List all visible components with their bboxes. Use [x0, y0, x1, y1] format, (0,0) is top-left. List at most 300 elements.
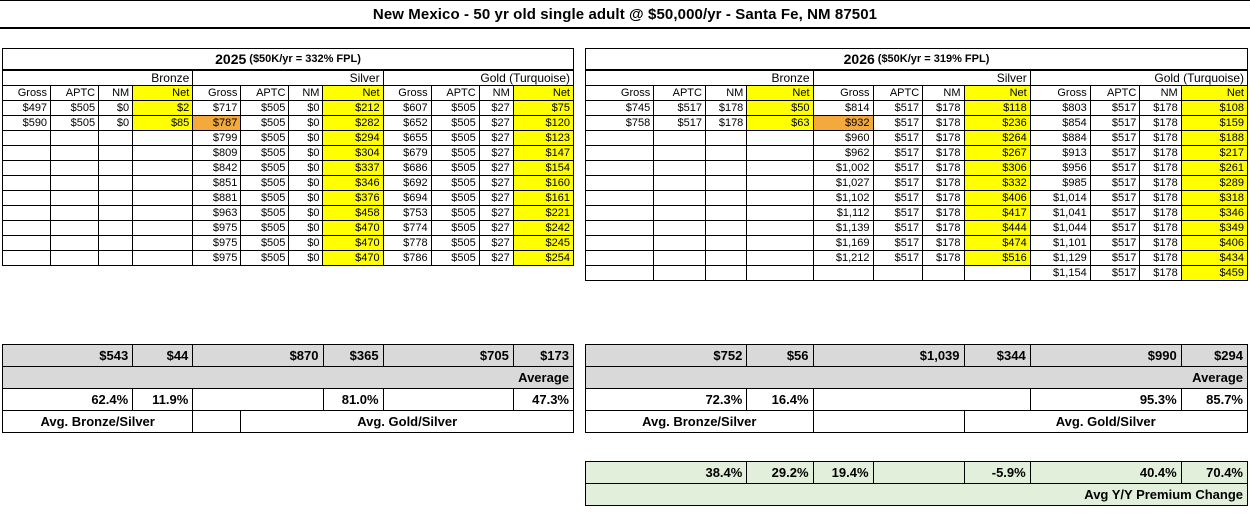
cell-bronze-aptc-2026: $517	[654, 116, 706, 131]
summary-2026	[585, 344, 1248, 433]
cell-bronze-net-2026	[747, 236, 813, 251]
avg-bronze-net-2026: $56	[747, 345, 813, 367]
cell-gold-net-2025: $123	[513, 131, 573, 146]
ratio-bronze-silver-net-2025: 11.9%	[133, 389, 193, 411]
table-row	[586, 131, 1248, 146]
cell-gold-aptc-2025: $505	[431, 146, 479, 161]
ratio-gold-silver-gross-2025: 81.0%	[323, 389, 383, 411]
summary-2025	[2, 344, 574, 433]
average-row-2025	[3, 345, 574, 367]
cell-gold-aptc-2025: $505	[431, 191, 479, 206]
cell-bronze-nm-2025: $0	[99, 101, 133, 116]
average-row-2026	[586, 345, 1248, 367]
col-gold-aptc-2026: APTC	[1090, 86, 1140, 101]
yoy-silver-net: -5.9%	[964, 462, 1030, 484]
cell-silver-aptc-2026: $517	[873, 206, 923, 221]
cell-bronze-net-2025	[133, 221, 193, 236]
cell-bronze-aptc-2026	[654, 191, 706, 206]
cell-silver-gross-2025: $717	[193, 101, 241, 116]
cell-silver-aptc-2025: $505	[241, 161, 289, 176]
summary-table-2026	[585, 344, 1248, 433]
cell-gold-gross-2025: $607	[383, 101, 431, 116]
cell-silver-aptc-2026	[873, 266, 923, 281]
avg-bronze-net-2025: $44	[133, 345, 193, 367]
cell-bronze-gross-2026	[586, 251, 654, 266]
cell-silver-net-2025: $458	[323, 206, 383, 221]
avg-silver-gross-2026: $1,039	[813, 345, 964, 367]
cell-bronze-aptc-2025	[51, 191, 99, 206]
cell-silver-net-2025: $304	[323, 146, 383, 161]
yoy-silver-gap	[873, 462, 964, 484]
cell-bronze-nm-2025	[99, 236, 133, 251]
cell-gold-gross-2026: $1,101	[1030, 236, 1090, 251]
cell-silver-nm-2026: $178	[923, 116, 964, 131]
cell-silver-aptc-2025: $505	[241, 236, 289, 251]
col-silver-net-2026: Net	[964, 86, 1030, 101]
cell-silver-net-2025: $376	[323, 191, 383, 206]
cell-gold-gross-2026: $803	[1030, 101, 1090, 116]
cell-silver-aptc-2026: $517	[873, 236, 923, 251]
page-title-text: New Mexico - 50 yr old single adult @ $50,000/yr - Santa Fe, NM 87501	[372, 5, 878, 23]
cell-bronze-gross-2025: $590	[3, 116, 51, 131]
cell-gold-net-2025: $75	[513, 101, 573, 116]
cell-silver-aptc-2026: $517	[873, 221, 923, 236]
cell-bronze-net-2026	[747, 161, 813, 176]
cell-gold-gross-2026: $1,044	[1030, 221, 1090, 236]
avg-bronze-gross-2025: $543	[3, 345, 133, 367]
cell-gold-net-2026: $349	[1181, 221, 1247, 236]
cell-silver-gross-2025: $975	[193, 221, 241, 236]
cell-silver-aptc-2026: $517	[873, 146, 923, 161]
cell-gold-nm-2025: $27	[479, 101, 513, 116]
ratio-label-gold-silver-2026: Avg. Gold/Silver	[964, 411, 1247, 433]
cell-gold-nm-2026: $178	[1140, 236, 1181, 251]
col-bronze-net-2025: Net	[133, 86, 193, 101]
avg-gold-gross-2025: $705	[383, 345, 513, 367]
col-bronze-net-2026: Net	[747, 86, 813, 101]
cell-gold-nm-2026: $178	[1140, 146, 1181, 161]
cell-silver-net-2026: $417	[964, 206, 1030, 221]
yoy-values-row	[586, 462, 1248, 484]
yoy-gold-gross: 40.4%	[1030, 462, 1181, 484]
cell-silver-aptc-2025: $505	[241, 206, 289, 221]
cell-bronze-nm-2025	[99, 191, 133, 206]
cell-bronze-nm-2026	[705, 176, 746, 191]
cell-gold-nm-2026: $178	[1140, 101, 1181, 116]
cell-silver-nm-2025: $0	[289, 206, 323, 221]
ratio-row-2026	[586, 389, 1248, 411]
metal-gold-2025: Gold (Turquoise)	[383, 71, 573, 86]
col-silver-gross-2025: Gross	[193, 86, 241, 101]
cell-silver-gross-2026: $1,212	[813, 251, 873, 266]
table-row	[586, 146, 1248, 161]
ratio-label-gap-2026	[813, 411, 964, 433]
cell-silver-nm-2026: $178	[923, 101, 964, 116]
cell-silver-net-2026: $516	[964, 251, 1030, 266]
column-header-row-2025	[3, 86, 574, 101]
table-row	[3, 101, 574, 116]
cell-bronze-aptc-2026	[654, 161, 706, 176]
cell-silver-gross-2025: $963	[193, 206, 241, 221]
cell-bronze-aptc-2025	[51, 161, 99, 176]
cell-bronze-nm-2025	[99, 251, 133, 266]
cell-silver-gross-2025: $851	[193, 176, 241, 191]
cell-gold-aptc-2026: $517	[1090, 236, 1140, 251]
cell-bronze-net-2025: $2	[133, 101, 193, 116]
cell-silver-aptc-2025: $505	[241, 131, 289, 146]
cell-gold-gross-2025: $786	[383, 251, 431, 266]
panel-2025-fpl: ($50K/yr = 332% FPL)	[249, 53, 361, 65]
metal-silver-2026: Silver	[813, 71, 1030, 86]
ratio-blank-2025	[193, 389, 323, 411]
table-row	[586, 206, 1248, 221]
ratio-gold-silver-gross-2026: 95.3%	[1030, 389, 1181, 411]
cell-bronze-net-2025	[133, 236, 193, 251]
cell-bronze-gross-2025	[3, 206, 51, 221]
cell-gold-aptc-2025: $505	[431, 116, 479, 131]
panel-2025-year: 2025	[215, 51, 247, 67]
cell-gold-gross-2025: $692	[383, 176, 431, 191]
cell-bronze-gross-2026	[586, 161, 654, 176]
cell-silver-nm-2025: $0	[289, 221, 323, 236]
yoy-table	[585, 461, 1248, 506]
table-2025	[2, 70, 574, 266]
cell-bronze-net-2025: $85	[133, 116, 193, 131]
ratio-label-bronze-silver-2026: Avg. Bronze/Silver	[586, 411, 814, 433]
panel-2026-header	[585, 48, 1248, 70]
avg-gold-net-2026: $294	[1181, 345, 1247, 367]
cell-gold-nm-2026: $178	[1140, 221, 1181, 236]
cell-bronze-aptc-2026	[654, 236, 706, 251]
metal-header-row-2026	[586, 71, 1248, 86]
panel-2026-year: 2026	[843, 51, 875, 67]
cell-silver-aptc-2026: $517	[873, 251, 923, 266]
cell-bronze-gross-2025	[3, 251, 51, 266]
cell-bronze-nm-2025	[99, 146, 133, 161]
cell-gold-aptc-2026: $517	[1090, 161, 1140, 176]
cell-bronze-gross-2026	[586, 236, 654, 251]
cell-silver-nm-2025: $0	[289, 101, 323, 116]
cell-silver-net-2025: $337	[323, 161, 383, 176]
cell-bronze-aptc-2026: $517	[654, 101, 706, 116]
cell-gold-gross-2025: $774	[383, 221, 431, 236]
ratio-bronze-silver-gross-2026: 72.3%	[586, 389, 747, 411]
cell-gold-net-2025: $147	[513, 146, 573, 161]
cell-silver-gross-2025: $799	[193, 131, 241, 146]
cell-bronze-net-2025	[133, 191, 193, 206]
cell-bronze-nm-2026	[705, 206, 746, 221]
ratio-label-row-2026	[586, 411, 1248, 433]
table-row	[3, 146, 574, 161]
cell-silver-nm-2026: $178	[923, 206, 964, 221]
panel-2025	[2, 48, 574, 266]
cell-bronze-aptc-2026	[654, 221, 706, 236]
col-gold-net-2025: Net	[513, 86, 573, 101]
cell-silver-net-2026: $474	[964, 236, 1030, 251]
col-silver-aptc-2025: APTC	[241, 86, 289, 101]
cell-bronze-nm-2026	[705, 191, 746, 206]
table-row	[586, 161, 1248, 176]
cell-bronze-nm-2026	[705, 146, 746, 161]
cell-silver-nm-2026: $178	[923, 251, 964, 266]
cell-gold-net-2025: $161	[513, 191, 573, 206]
cell-silver-aptc-2025: $505	[241, 176, 289, 191]
cell-gold-aptc-2026: $517	[1090, 101, 1140, 116]
cell-gold-net-2026: $318	[1181, 191, 1247, 206]
col-gold-gross-2026: Gross	[1030, 86, 1090, 101]
cell-gold-gross-2026: $884	[1030, 131, 1090, 146]
avg-silver-net-2026: $344	[964, 345, 1030, 367]
cell-gold-nm-2026: $178	[1140, 251, 1181, 266]
cell-bronze-aptc-2025	[51, 176, 99, 191]
yoy-label: Avg Y/Y Premium Change	[586, 484, 1248, 506]
cell-gold-net-2025: $254	[513, 251, 573, 266]
cell-bronze-net-2025	[133, 131, 193, 146]
cell-bronze-aptc-2025	[51, 221, 99, 236]
cell-silver-nm-2025: $0	[289, 176, 323, 191]
cell-silver-gross-2026: $1,169	[813, 236, 873, 251]
cell-gold-net-2025: $154	[513, 161, 573, 176]
cell-gold-gross-2025: $694	[383, 191, 431, 206]
cell-gold-nm-2025: $27	[479, 161, 513, 176]
cell-gold-net-2025: $245	[513, 236, 573, 251]
cell-gold-nm-2025: $27	[479, 206, 513, 221]
cell-bronze-nm-2025	[99, 206, 133, 221]
cell-silver-nm-2026: $178	[923, 161, 964, 176]
metal-silver-2025: Silver	[193, 71, 383, 86]
cell-gold-aptc-2025: $505	[431, 206, 479, 221]
cell-silver-gross-2026: $960	[813, 131, 873, 146]
cell-bronze-gross-2025	[3, 131, 51, 146]
panel-2026-fpl: ($50K/yr = 319% FPL)	[877, 53, 990, 65]
cell-gold-gross-2026: $1,129	[1030, 251, 1090, 266]
cell-gold-gross-2025: $655	[383, 131, 431, 146]
cell-bronze-net-2026	[747, 146, 813, 161]
ratio-gold-silver-net-2026: 85.7%	[1181, 389, 1247, 411]
yoy-silver-gross: 19.4%	[813, 462, 873, 484]
ratio-bronze-silver-gross-2025: 62.4%	[3, 389, 133, 411]
cell-silver-nm-2026	[923, 266, 964, 281]
cell-bronze-net-2025	[133, 251, 193, 266]
cell-silver-net-2025: $212	[323, 101, 383, 116]
cell-gold-net-2026: $406	[1181, 236, 1247, 251]
cell-bronze-nm-2026	[705, 161, 746, 176]
cell-gold-aptc-2026: $517	[1090, 266, 1140, 281]
cell-bronze-aptc-2025	[51, 131, 99, 146]
cell-silver-gross-2026: $814	[813, 101, 873, 116]
cell-gold-gross-2025: $753	[383, 206, 431, 221]
yoy-label-row	[586, 484, 1248, 506]
table-row	[586, 191, 1248, 206]
cell-gold-aptc-2025: $505	[431, 101, 479, 116]
cell-bronze-gross-2025	[3, 146, 51, 161]
ratio-label-gap-2025	[193, 411, 241, 433]
cell-gold-gross-2026: $1,041	[1030, 206, 1090, 221]
cell-silver-gross-2025: $809	[193, 146, 241, 161]
cell-gold-aptc-2026: $517	[1090, 116, 1140, 131]
cell-silver-aptc-2025: $505	[241, 146, 289, 161]
cell-silver-gross-2026: $1,002	[813, 161, 873, 176]
cell-gold-aptc-2026: $517	[1090, 251, 1140, 266]
cell-bronze-gross-2026	[586, 146, 654, 161]
cell-gold-gross-2025: $679	[383, 146, 431, 161]
cell-gold-aptc-2025: $505	[431, 221, 479, 236]
col-bronze-nm-2025: NM	[99, 86, 133, 101]
cell-bronze-aptc-2025	[51, 206, 99, 221]
cell-gold-nm-2025: $27	[479, 191, 513, 206]
cell-bronze-net-2026	[747, 266, 813, 281]
cell-gold-aptc-2025: $505	[431, 131, 479, 146]
cell-silver-nm-2026: $178	[923, 191, 964, 206]
col-gold-net-2026: Net	[1181, 86, 1247, 101]
col-bronze-gross-2026: Gross	[586, 86, 654, 101]
column-header-row-2026	[586, 86, 1248, 101]
cell-silver-nm-2026: $178	[923, 176, 964, 191]
cell-gold-aptc-2026: $517	[1090, 206, 1140, 221]
cell-bronze-gross-2025	[3, 191, 51, 206]
cell-gold-gross-2025: $686	[383, 161, 431, 176]
cell-silver-gross-2026: $1,027	[813, 176, 873, 191]
table-row	[586, 251, 1248, 266]
cell-gold-net-2026: $188	[1181, 131, 1247, 146]
col-bronze-aptc-2026: APTC	[654, 86, 706, 101]
cell-silver-net-2026: $236	[964, 116, 1030, 131]
cell-bronze-nm-2025	[99, 131, 133, 146]
cell-bronze-aptc-2025	[51, 251, 99, 266]
cell-bronze-gross-2026	[586, 191, 654, 206]
col-gold-nm-2025: NM	[479, 86, 513, 101]
yoy-2026	[585, 461, 1248, 506]
table-row	[3, 206, 574, 221]
cell-silver-gross-2025: $842	[193, 161, 241, 176]
ratio-label-bronze-silver-2025: Avg. Bronze/Silver	[3, 411, 193, 433]
col-bronze-nm-2026: NM	[705, 86, 746, 101]
cell-gold-nm-2025: $27	[479, 221, 513, 236]
col-silver-nm-2025: NM	[289, 86, 323, 101]
avg-silver-net-2025: $365	[323, 345, 383, 367]
cell-gold-gross-2026: $854	[1030, 116, 1090, 131]
yoy-gold-net: 70.4%	[1181, 462, 1247, 484]
cell-gold-net-2026: $159	[1181, 116, 1247, 131]
cell-bronze-nm-2025	[99, 161, 133, 176]
cell-silver-net-2025: $294	[323, 131, 383, 146]
cell-gold-nm-2025: $27	[479, 116, 513, 131]
table-row	[586, 236, 1248, 251]
col-bronze-gross-2025: Gross	[3, 86, 51, 101]
cell-bronze-nm-2025	[99, 176, 133, 191]
cell-bronze-net-2026: $50	[747, 101, 813, 116]
cell-bronze-aptc-2026	[654, 251, 706, 266]
cell-gold-nm-2025: $27	[479, 236, 513, 251]
cell-bronze-aptc-2026	[654, 146, 706, 161]
cell-gold-nm-2026: $178	[1140, 161, 1181, 176]
cell-silver-gross-2025: $881	[193, 191, 241, 206]
cell-bronze-aptc-2025	[51, 236, 99, 251]
cell-silver-aptc-2025: $505	[241, 191, 289, 206]
panel-2026	[585, 48, 1248, 281]
cell-gold-net-2026: $459	[1181, 266, 1247, 281]
cell-silver-nm-2025: $0	[289, 251, 323, 266]
cell-silver-gross-2026: $1,139	[813, 221, 873, 236]
metal-gold-2026: Gold (Turquoise)	[1030, 71, 1247, 86]
cell-silver-gross-2026: $962	[813, 146, 873, 161]
cell-silver-nm-2025: $0	[289, 131, 323, 146]
cell-silver-aptc-2026: $517	[873, 161, 923, 176]
cell-gold-gross-2026: $1,014	[1030, 191, 1090, 206]
cell-gold-net-2026: $289	[1181, 176, 1247, 191]
cell-gold-nm-2025: $27	[479, 251, 513, 266]
cell-bronze-net-2025	[133, 146, 193, 161]
table-row	[3, 191, 574, 206]
cell-gold-aptc-2026: $517	[1090, 146, 1140, 161]
cell-bronze-net-2026	[747, 176, 813, 191]
cell-bronze-gross-2026	[586, 221, 654, 236]
col-silver-net-2025: Net	[323, 86, 383, 101]
cell-gold-gross-2026: $913	[1030, 146, 1090, 161]
cell-bronze-gross-2026	[586, 266, 654, 281]
cell-bronze-aptc-2026	[654, 131, 706, 146]
cell-bronze-nm-2025	[99, 221, 133, 236]
avg-gold-net-2025: $173	[513, 345, 573, 367]
cell-gold-gross-2026: $956	[1030, 161, 1090, 176]
cell-gold-net-2025: $120	[513, 116, 573, 131]
cell-bronze-gross-2025	[3, 236, 51, 251]
cell-silver-net-2026: $444	[964, 221, 1030, 236]
cell-silver-gross-2026: $932	[813, 116, 873, 131]
avg-bronze-gross-2026: $752	[586, 345, 747, 367]
table-row	[3, 221, 574, 236]
cell-silver-aptc-2026: $517	[873, 131, 923, 146]
cell-gold-aptc-2026: $517	[1090, 221, 1140, 236]
cell-silver-aptc-2025: $505	[241, 221, 289, 236]
avg-gold-gross-2026: $990	[1030, 345, 1181, 367]
cell-silver-net-2025: $470	[323, 236, 383, 251]
cell-gold-net-2025: $242	[513, 221, 573, 236]
cell-silver-nm-2026: $178	[923, 146, 964, 161]
table-row	[3, 161, 574, 176]
cell-bronze-gross-2026: $758	[586, 116, 654, 131]
ratio-blank-2026	[813, 389, 1030, 411]
cell-silver-gross-2025: $787	[193, 116, 241, 131]
cell-bronze-gross-2025	[3, 221, 51, 236]
average-label-row-2025	[3, 367, 574, 389]
average-label-row-2026	[586, 367, 1248, 389]
cell-bronze-net-2025	[133, 176, 193, 191]
cell-bronze-net-2026: $63	[747, 116, 813, 131]
summary-table-2025	[2, 344, 574, 433]
cell-silver-nm-2026: $178	[923, 221, 964, 236]
cell-gold-nm-2025: $27	[479, 176, 513, 191]
cell-gold-nm-2026: $178	[1140, 191, 1181, 206]
cell-silver-gross-2025: $975	[193, 236, 241, 251]
table-row	[586, 176, 1248, 191]
cell-silver-nm-2025: $0	[289, 236, 323, 251]
cell-gold-nm-2026: $178	[1140, 116, 1181, 131]
cell-gold-nm-2026: $178	[1140, 206, 1181, 221]
cell-silver-net-2026: $306	[964, 161, 1030, 176]
cell-gold-gross-2025: $652	[383, 116, 431, 131]
ratio-blank2-2025	[383, 389, 513, 411]
cell-silver-aptc-2026: $517	[873, 101, 923, 116]
yoy-bronze-gross: 38.4%	[586, 462, 747, 484]
cell-bronze-net-2026	[747, 251, 813, 266]
cell-bronze-aptc-2026	[654, 266, 706, 281]
table-row	[586, 101, 1248, 116]
cell-gold-net-2026: $217	[1181, 146, 1247, 161]
cell-bronze-net-2025	[133, 206, 193, 221]
ratio-row-2025	[3, 389, 574, 411]
cell-bronze-aptc-2025	[51, 146, 99, 161]
